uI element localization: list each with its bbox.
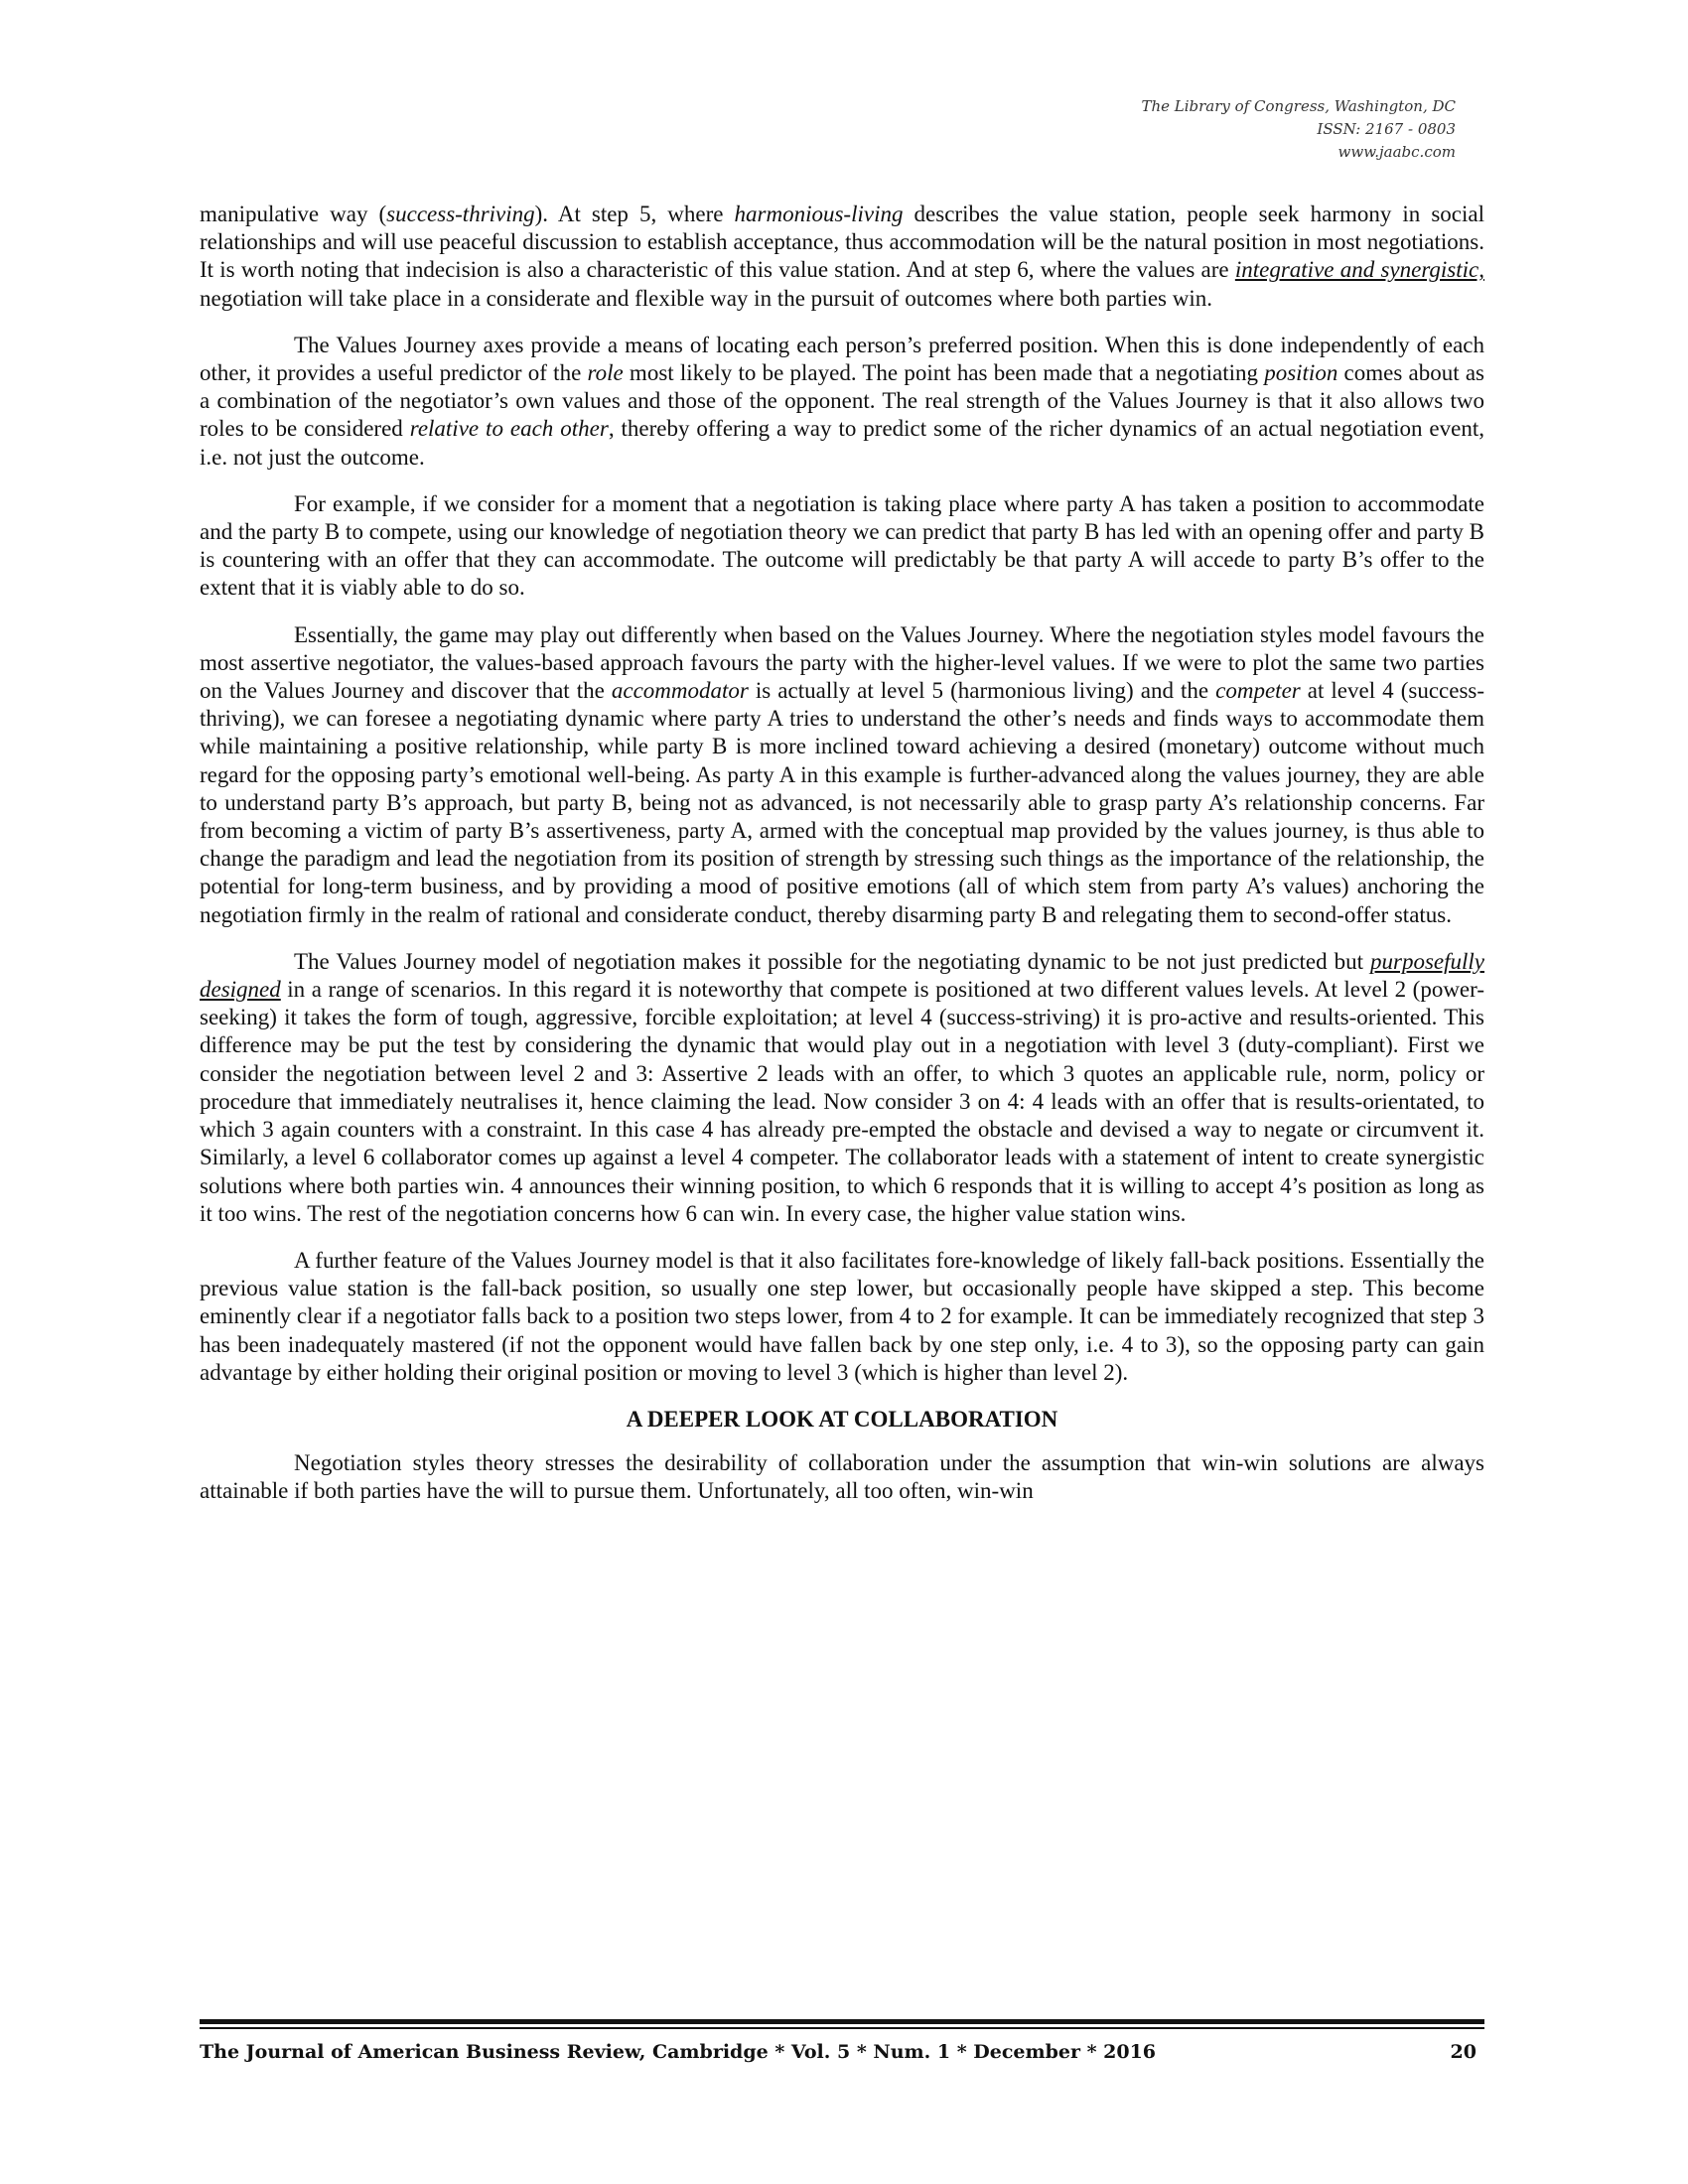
text-segment: Essentially, the game may play out differently when based on the Values Journey. Where the negotiation styles model favours the most assertive negotiator, the values-based approach favours the party with the higher-level values. If we were to plot the same two parties on the Values Journey and discover that the — [200, 621, 1484, 704]
page-number: 20 — [1450, 2041, 1477, 2063]
section-heading: A DEEPER LOOK AT COLLABORATION — [626, 1406, 1058, 1432]
paragraph-7: Negotiation styles theory stresses the desirability of collaboration under the assumption that win-win solutions are always attainable if both parties have the will to pursue them. Unfortunately, all too often, win-win — [200, 1449, 1484, 1504]
text-segment: at level 4 (success-thriving), we can foresee a negotiating dynamic where party A tries to understand the other’s needs and finds ways to accommodate them while maintaining a positive relationship, while party B is more inclined toward achieving a desired (monetary) outcome without much regard for the opposing party’s emotional well-being. As party A in this example is further-advanced along the values journey, they are able to understand party B’s approach, but party B, being not as advanced, is not necessarily able to grasp party A’s relationship concerns. Far from becoming a victim of party B’s assertiveness, party A, armed with the conceptual map provided by the values journey, is thus able to change the paradigm and lead the negotiation from its position of strength by stressing such things as the importance of the relationship, the potential for long-term business, and by providing a mood of positive emotions (all of which stem from party A’s values) anchoring the negotiation firmly in the realm of rational and considerate conduct, thereby disarming party B and relegating them to second-offer status. — [200, 678, 1485, 927]
text-segment: describes the value station, people seek harmony in social relationships and will use peaceful discussion to establish acceptance, thus accommodation will be the natural position in most negotiations. It is worth noting that indecision is also a characteristic of this value station. And at step 6, where the values are — [200, 202, 1484, 283]
paragraph-4 — [200, 621, 1484, 929]
emphasis-text: position — [1264, 360, 1338, 386]
text-segment: is actually at level 5 (harmonious living) and the — [748, 678, 1216, 704]
header-website-line: www.jaabc.com — [1337, 143, 1456, 161]
text-segment: in a range of scenarios. In this regard it is noteworthy that compete is positioned at two different values levels. At level 2 (power-seeking) it takes the form of tough, aggressive, forcible exploitation; at level 4 (success-striving) it is pro-active and results-oriented. This difference may be put the test by considering the dynamic that would play out in a negotiation with level 3 (duty-compliant). First we consider the negotiation between level 2 and 3: Assertive 2 leads with an offer, to which 3 quotes an applicable rule, norm, policy or procedure that immediately neutralises it, hence claiming the lead. Now consider 3 on 4: 4 leads with an offer that is results-orientated, to which 3 again counters with a constraint. In this case 4 has already pre-empted the obstacle and devised a way to negate or circumvent it. Similarly, a level 6 collaborator comes up against a level 4 competer. The collaborator leads with a statement of intent to create synergistic solutions where both parties win. 4 announces their winning position, to which 6 responds that it is willing to accept 4’s position as long as it too wins. The rest of the negotiation concerns how 6 can win. In every case, the higher value station wins. — [200, 977, 1484, 1226]
text-segment: comes about as a combination of the negotiator’s own values and those of the opponent. The real strength of the Values Journey is that it also allows two roles to be considered — [200, 360, 1484, 442]
emphasis-text: purposefully designed — [200, 948, 1484, 1003]
emphasis-text: integrative and synergistic, — [1234, 257, 1484, 283]
paragraph-5 — [200, 948, 1484, 1228]
emphasis-text: competer — [1215, 678, 1301, 704]
emphasis-text: role — [587, 360, 624, 386]
emphasis-text: success-thriving — [386, 202, 535, 226]
header-issn-line: ISSN: 2167 - 0803 — [1317, 120, 1456, 138]
text-segment: A further feature of the Values Journey model is that it also facilitates fore-knowledge of likely fall-back positions. Essentially the previous value station is the fall-back position, so usually one step lower, but occasionally people have skipped a step. This become eminently clear if a negotiator falls back to a position two steps lower, from 4 to 2 for example. It can be immediately recognized that step 3 has been inadequately mastered (if not the opponent would have fallen back by one step only, i.e. 4 to 3), so the opposing party can gain advantage by either holding their original position or moving to level 3 (which is higher than level 2). — [200, 1247, 1484, 1385]
emphasis-text: accommodator — [611, 678, 749, 704]
emphasis-text: relative to each other — [409, 416, 609, 442]
paragraph-3 — [200, 490, 1484, 603]
footer-rule-thick — [200, 2019, 1484, 2024]
emphasis-text: harmonious-living — [734, 202, 904, 226]
header-library-line: The Library of Congress, Washington, DC — [1141, 97, 1456, 115]
journal-header — [1141, 95, 1456, 164]
journal-footer — [200, 2041, 1484, 2069]
footer-rule-thin — [200, 2027, 1484, 2029]
text-segment: The Values Journey axes provide a means of locating each person’s preferred position. When this is done independently of each other, it provides a useful predictor of the — [200, 332, 1484, 386]
text-segment: manipulative way ( — [200, 202, 387, 226]
text-segment: For example, if we consider for a moment that a negotiation is taking place where party A has taken a position to accommodate and the party B to compete, using our knowledge of negotiation theory we can predict that party B has led with an opening offer and party B is countering with an offer that they can accommodate. The outcome will predictably be that party A will accede to party B’s offer to the extent that it is viably able to do so. — [200, 490, 1484, 601]
text-segment: ). At step 5, where — [534, 202, 735, 226]
footer-journal-title: The Journal of American Business Review, Cambridge * Vol. 5 * Num. 1 * December * 2016 — [200, 2041, 1157, 2063]
text-segment: The Values Journey model of negotiation makes it possible for the negotiating dynamic to be not just predicted but — [294, 948, 1370, 974]
paragraph-6 — [200, 1247, 1484, 1387]
text-segment: negotiation will take place in a considerate and flexible way in the pursuit of outcomes where both parties win. — [200, 285, 1212, 311]
paragraph-2 — [200, 332, 1484, 472]
text-segment: , thereby offering a way to predict some of the richer dynamics of an actual negotiation event, i.e. not just the outcome. — [200, 416, 1484, 470]
article-body — [200, 201, 1484, 1524]
text-segment: most likely to be played. The point has been made that a negotiating — [623, 360, 1265, 386]
paragraph-1 — [200, 201, 1484, 313]
